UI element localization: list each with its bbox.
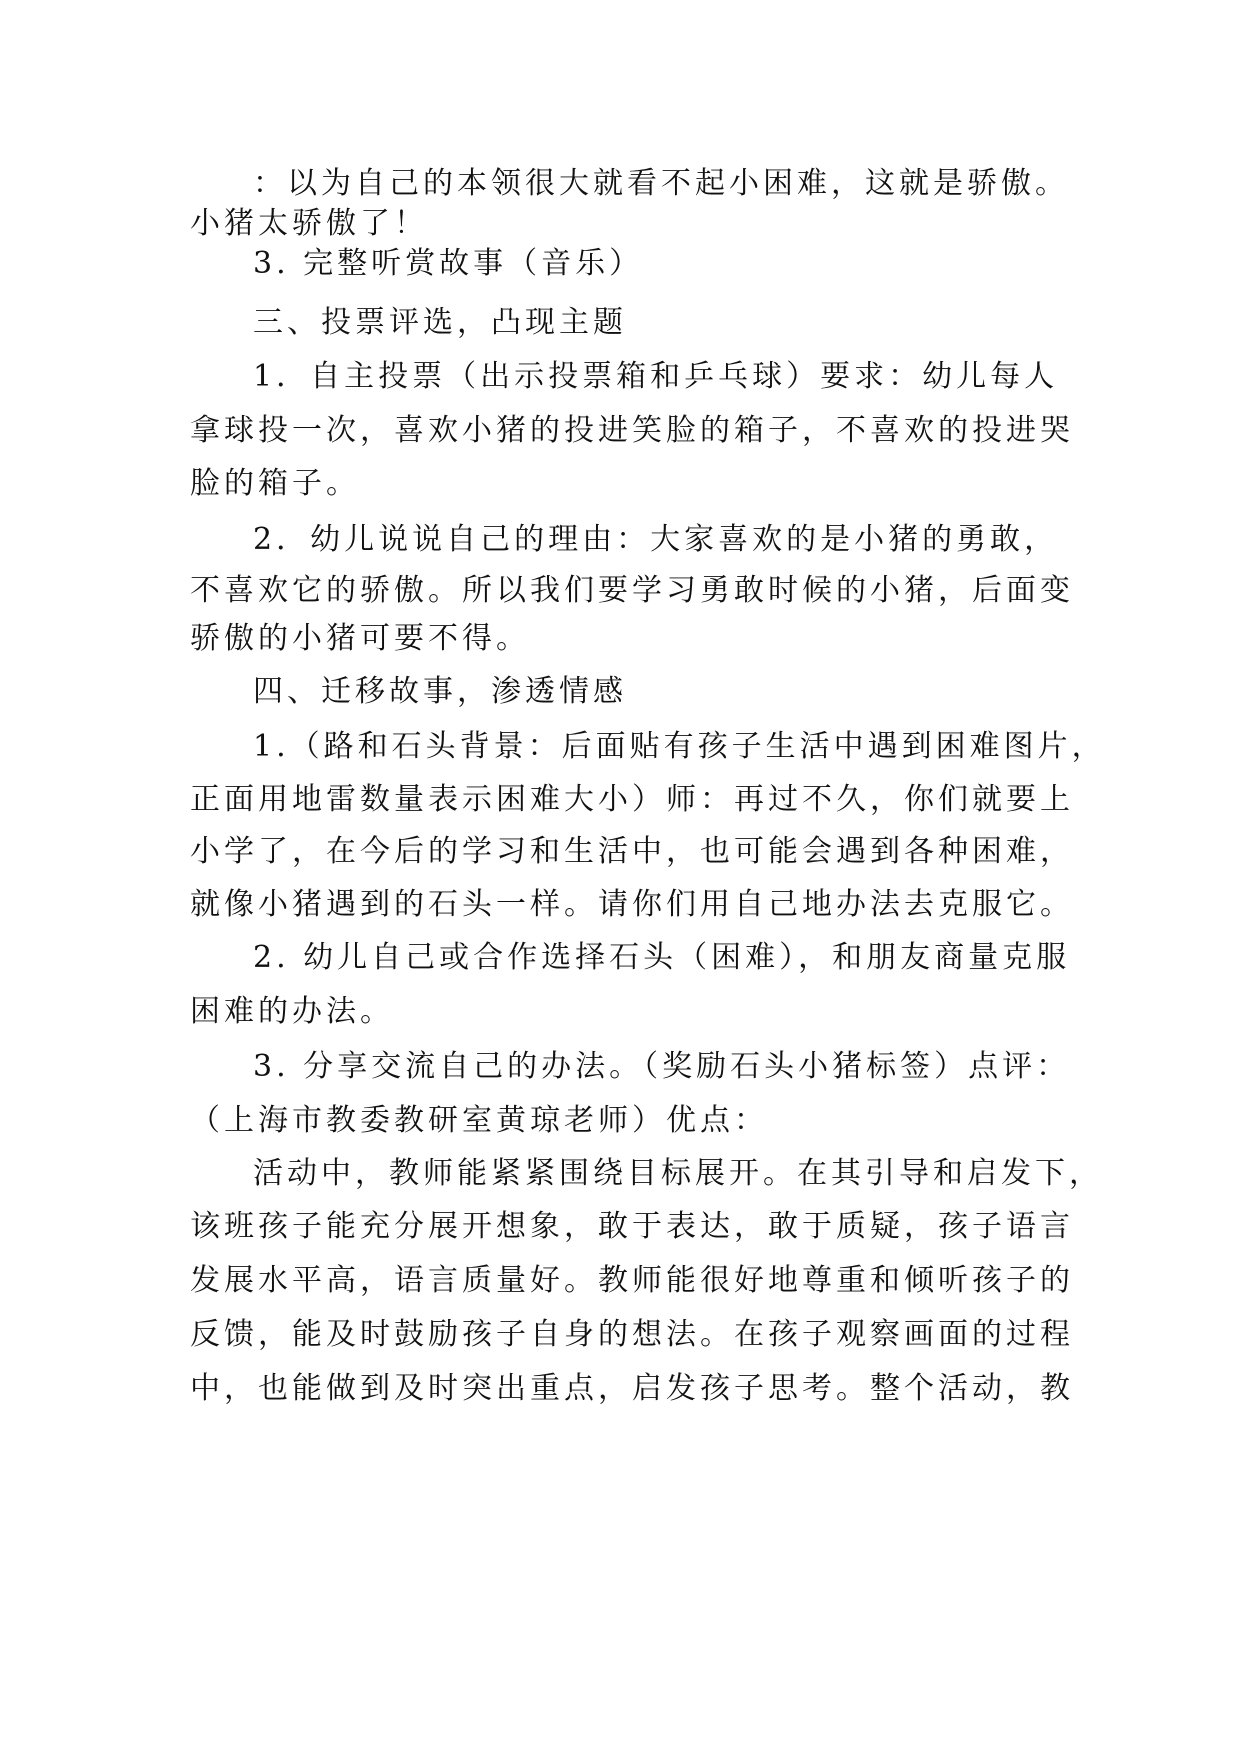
text-line: 脸的箱子。 — [190, 466, 360, 501]
text-line: 反馈，能及时鼓励孩子自身的想法。在孩子观察画面的过程 — [190, 1317, 1074, 1352]
text-line: （上海市教委教研室黄琼老师）优点： — [190, 1103, 768, 1138]
text-line: 该班孩子能充分展开想象，敢于表达，敢于质疑，孩子语言 — [190, 1209, 1074, 1244]
text-line: 1.（路和石头背景：后面贴有孩子生活中遇到困难图片， — [253, 729, 1106, 764]
text-line: 困难的办法。 — [190, 994, 394, 1029]
text-line: 正面用地雷数量表示困难大小）师：再过不久，你们就要上 — [190, 782, 1074, 817]
text-line: 1．自主投票（出示投票箱和乒乓球）要求：幼儿每人 — [253, 359, 1059, 394]
text-line: 中，也能做到及时突出重点，启发孩子思考。整个活动，教 — [190, 1371, 1074, 1406]
text-line: 不喜欢它的骄傲。所以我们要学习勇敢时候的小猪，后面变 — [190, 573, 1074, 608]
text-line: 小猪太骄傲了！ — [190, 206, 428, 241]
text-line: 发展水平高，语言质量好。教师能很好地尊重和倾听孩子的 — [190, 1263, 1074, 1298]
text-line: 就像小猪遇到的石头一样。请你们用自己地办法去克服它。 — [190, 887, 1074, 922]
text-line: 小学了，在今后的学习和生活中，也可能会遇到各种困难， — [190, 834, 1074, 869]
text-line: 骄傲的小猪可要不得。 — [190, 621, 530, 656]
text-line: 2．幼儿说说自己的理由：大家喜欢的是小猪的勇敢， — [253, 522, 1059, 557]
text-line: 活动中，教师能紧紧围绕目标展开。在其引导和启发下， — [253, 1156, 1103, 1191]
section-heading: 四、迁移故事，渗透情感 — [253, 674, 627, 709]
text-line: 拿球投一次，喜欢小猪的投进笑脸的箱子，不喜欢的投进哭 — [190, 413, 1074, 448]
text-line: ：以为自己的本领很大就看不起小困难，这就是骄傲。 — [253, 166, 1069, 201]
text-line: 3. 分享交流自己的办法。（奖励石头小猪标签）点评： — [253, 1049, 1071, 1084]
text-line: 2. 幼儿自己或合作选择石头（困难），和朋友商量克服 — [253, 940, 1071, 975]
text-line: 3. 完整听赏故事（音乐） — [253, 246, 644, 281]
section-heading: 三、投票评选，凸现主题 — [253, 305, 627, 340]
